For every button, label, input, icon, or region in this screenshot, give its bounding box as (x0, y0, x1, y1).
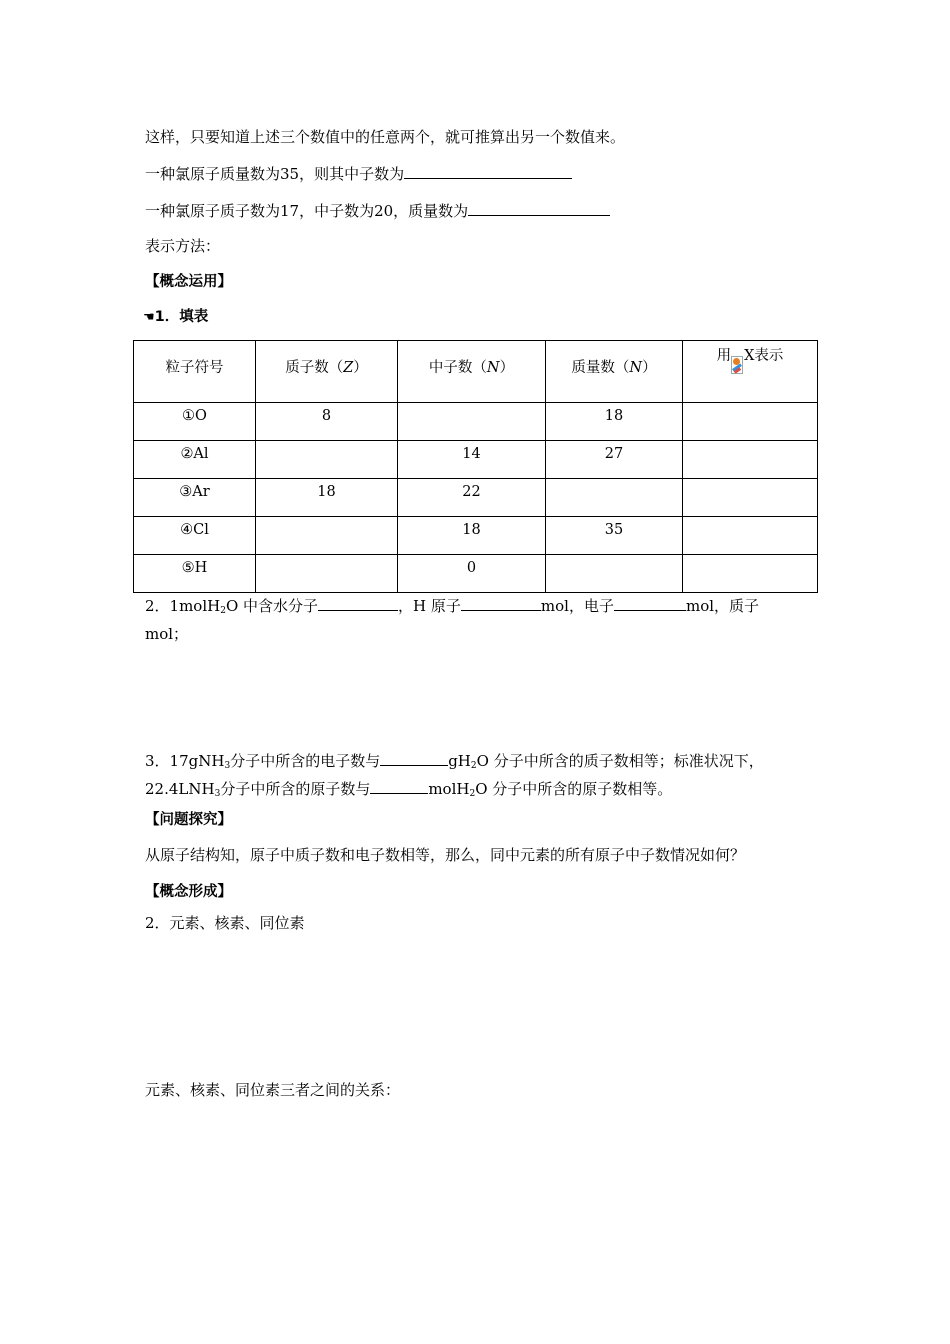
subscript: 2 (220, 606, 226, 616)
question-2-continued: mol； (145, 625, 189, 643)
cell: 18 (398, 517, 546, 555)
heading-problem-inquiry: 【问题探究】 (145, 812, 232, 828)
broken-image-icon (731, 348, 744, 374)
q3-text: 分子中所含的原子数与 (220, 780, 371, 798)
cell[interactable] (683, 441, 818, 479)
cell[interactable] (398, 403, 546, 441)
cell: ③Ar (134, 479, 256, 517)
cell[interactable] (256, 517, 398, 555)
fill-in-table (133, 340, 818, 593)
answer-blank[interactable] (370, 778, 428, 794)
subscript: 2 (469, 789, 476, 799)
intro-line-2-text: 一种氯原子质量数为35，则其中子数为 (145, 165, 405, 183)
answer-blank[interactable] (468, 200, 610, 216)
subscript: 2 (470, 761, 477, 771)
subscript: 3 (214, 789, 221, 799)
q2-text: ，H 原子 (398, 597, 461, 615)
relation-text: 元素、核素、同位素三者之间的关系： (145, 1081, 401, 1099)
cell: 14 (398, 441, 546, 479)
q2-text: mol，质子 (685, 597, 760, 615)
cell[interactable] (683, 517, 818, 555)
cell: ②Al (134, 441, 256, 479)
table-row (134, 403, 818, 441)
header-proton-count: 质子数（Z） (256, 341, 398, 403)
question-1-label: 1．填表 (154, 309, 209, 325)
answer-blank[interactable] (404, 163, 572, 179)
cell: ⑤H (134, 555, 256, 593)
cell[interactable] (683, 403, 818, 441)
table-row (134, 555, 818, 593)
answer-blank[interactable] (461, 595, 541, 611)
answer-blank[interactable] (380, 750, 448, 766)
q3-text: O 分子中所含的原子数相等。 (475, 780, 673, 798)
answer-blank[interactable] (614, 595, 686, 611)
cell: 8 (256, 403, 398, 441)
table-row (134, 479, 818, 517)
heading-concept-formation: 【概念形成】 (145, 884, 232, 900)
q3-text: 22.4LNH (145, 780, 215, 798)
intro-line-2 (145, 163, 572, 184)
q2-text: O 中含水分子 (225, 597, 319, 615)
cell: 18 (546, 403, 683, 441)
cell[interactable] (546, 479, 683, 517)
header-notation: 用 X表示 (683, 341, 818, 403)
q3-text: O 分子中所含的质子数相等；标准状况下， (476, 752, 764, 770)
cell[interactable] (683, 479, 818, 517)
cell: ④Cl (134, 517, 256, 555)
question-3-continued (145, 778, 672, 799)
table-row (134, 517, 818, 555)
cell: 18 (256, 479, 398, 517)
subscript: 3 (224, 761, 231, 771)
question-3 (145, 750, 764, 771)
table-header-row (134, 341, 818, 403)
q3-text: gH (448, 752, 471, 770)
header-neutron-count: 中子数（N） (398, 341, 546, 403)
cell: ①O (134, 403, 256, 441)
q2-text: 2．1molH (145, 597, 221, 615)
question-1-title (143, 307, 208, 328)
cell[interactable] (683, 555, 818, 593)
inquiry-text: 从原子结构知，原子中质子数和电子数相等，那么，同中元素的所有原子中子数情况如何？ (145, 846, 746, 864)
answer-blank[interactable] (318, 595, 398, 611)
intro-line-4: 表示方法： (145, 237, 221, 255)
question-2 (145, 595, 759, 616)
q3-text: 分子中所含的电子数与 (230, 752, 381, 770)
table-row (134, 441, 818, 479)
cell: 22 (398, 479, 546, 517)
cell[interactable] (546, 555, 683, 593)
formation-item: 2．元素、核素、同位素 (145, 914, 305, 932)
header-particle-symbol: 粒子符号 (134, 341, 256, 403)
cell[interactable] (256, 441, 398, 479)
cell: 27 (546, 441, 683, 479)
intro-line-3-text: 一种氯原子质子数为17，中子数为20，质量数为 (145, 202, 469, 220)
intro-line-3 (145, 200, 610, 221)
pointing-hand-icon: ☚ (143, 310, 155, 325)
q3-text: 3．17gNH (145, 752, 225, 770)
cell: 0 (398, 555, 546, 593)
heading-concept-apply: 【概念运用】 (145, 274, 232, 290)
q3-text: molH (428, 780, 470, 798)
intro-line-1: 这样，只要知道上述三个数值中的任意两个，就可推算出另一个数值来。 (145, 128, 626, 146)
header-mass-number: 质量数（N） (546, 341, 683, 403)
cell[interactable] (256, 555, 398, 593)
q2-text: mol，电子 (540, 597, 614, 615)
cell: 35 (546, 517, 683, 555)
